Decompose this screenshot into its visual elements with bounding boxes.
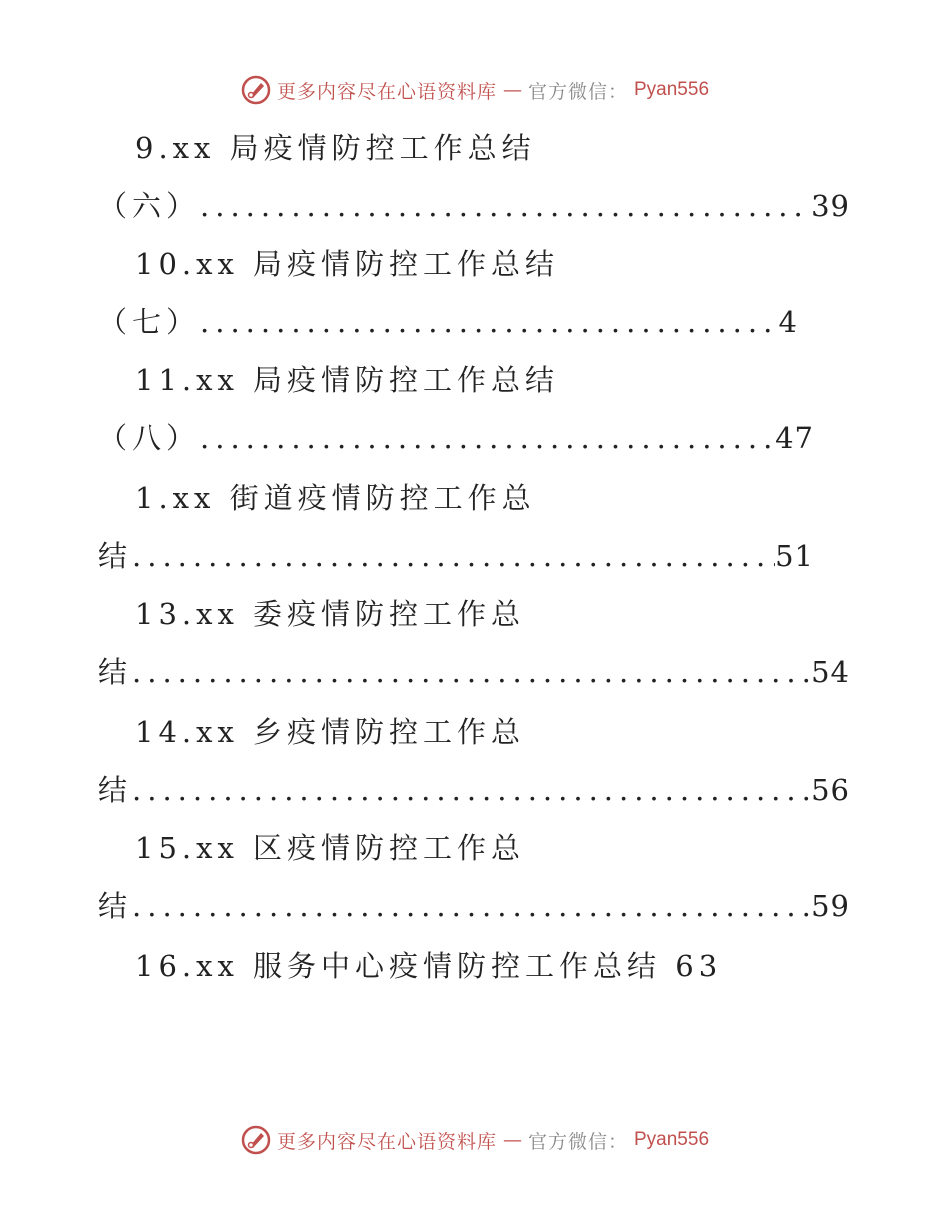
dot-leader — [200, 304, 779, 340]
banner-separator: — — [502, 79, 522, 101]
toc-entry-tail: 结 — [98, 655, 133, 689]
toc-entry-tail: （七） — [98, 305, 201, 339]
toc-entry-title: 10.xx 局疫情防控工作总结 — [135, 247, 560, 281]
toc-entry-tail: 结 — [98, 539, 133, 573]
toc-page-number: 56 — [811, 773, 850, 807]
toc-page-number: 51 — [775, 539, 814, 573]
toc-page-number: 4 — [778, 305, 798, 339]
toc-entry-title: 15.xx 区疫情防控工作总 — [135, 831, 526, 865]
banner-wechat-label: 官方微信： — [527, 1130, 628, 1153]
dot-leader — [200, 420, 775, 456]
logo-icon — [241, 1125, 271, 1155]
banner-wechat-label: 官方微信： — [527, 80, 628, 103]
toc-entry-tail: （六） — [98, 189, 201, 223]
toc-entry-leader — [98, 420, 814, 456]
toc-entry-title: 14.xx 乡疫情防控工作总 — [135, 715, 526, 749]
toc-entry-title: 16.xx 服务中心疫情防控工作总结 63 — [135, 949, 723, 983]
toc-entry-leader — [98, 538, 814, 574]
banner-wechat-id: Pyan556 — [634, 1129, 710, 1150]
dot-leader — [132, 772, 811, 808]
banner-separator: — — [502, 1129, 522, 1151]
toc-entry-title: 9.xx 局疫情防控工作总结 — [135, 131, 536, 165]
dot-leader — [200, 188, 811, 224]
toc-entry-title: 13.xx 委疫情防控工作总 — [135, 597, 526, 631]
toc-entry-title: 11.xx 局疫情防控工作总结 — [135, 363, 560, 397]
toc-entry-tail: 结 — [98, 773, 133, 807]
toc-entry-leader — [98, 304, 798, 340]
toc-entry-leader — [98, 772, 850, 808]
toc-page-number: 59 — [811, 889, 850, 923]
dot-leader — [132, 654, 811, 690]
dot-leader — [132, 538, 775, 574]
toc-entry-tail: （八） — [98, 421, 201, 455]
dot-leader — [132, 888, 811, 924]
toc-page-number: 54 — [811, 655, 850, 689]
toc-entry-tail: 结 — [98, 889, 133, 923]
toc-page-number: 47 — [775, 421, 814, 455]
toc-entry-title: 1.xx 街道疫情防控工作总 — [135, 481, 536, 515]
header-banner — [0, 70, 950, 110]
logo-icon — [241, 75, 271, 105]
banner-text: 更多内容尽在心语资料库 — [276, 80, 497, 103]
footer-banner — [0, 1120, 950, 1160]
toc-entry-leader — [98, 888, 850, 924]
toc-entry-leader — [98, 188, 850, 224]
toc-page-number: 39 — [811, 189, 850, 223]
banner-wechat-id: Pyan556 — [634, 79, 710, 100]
toc-entry-leader — [98, 654, 850, 690]
banner-text: 更多内容尽在心语资料库 — [276, 1130, 497, 1153]
